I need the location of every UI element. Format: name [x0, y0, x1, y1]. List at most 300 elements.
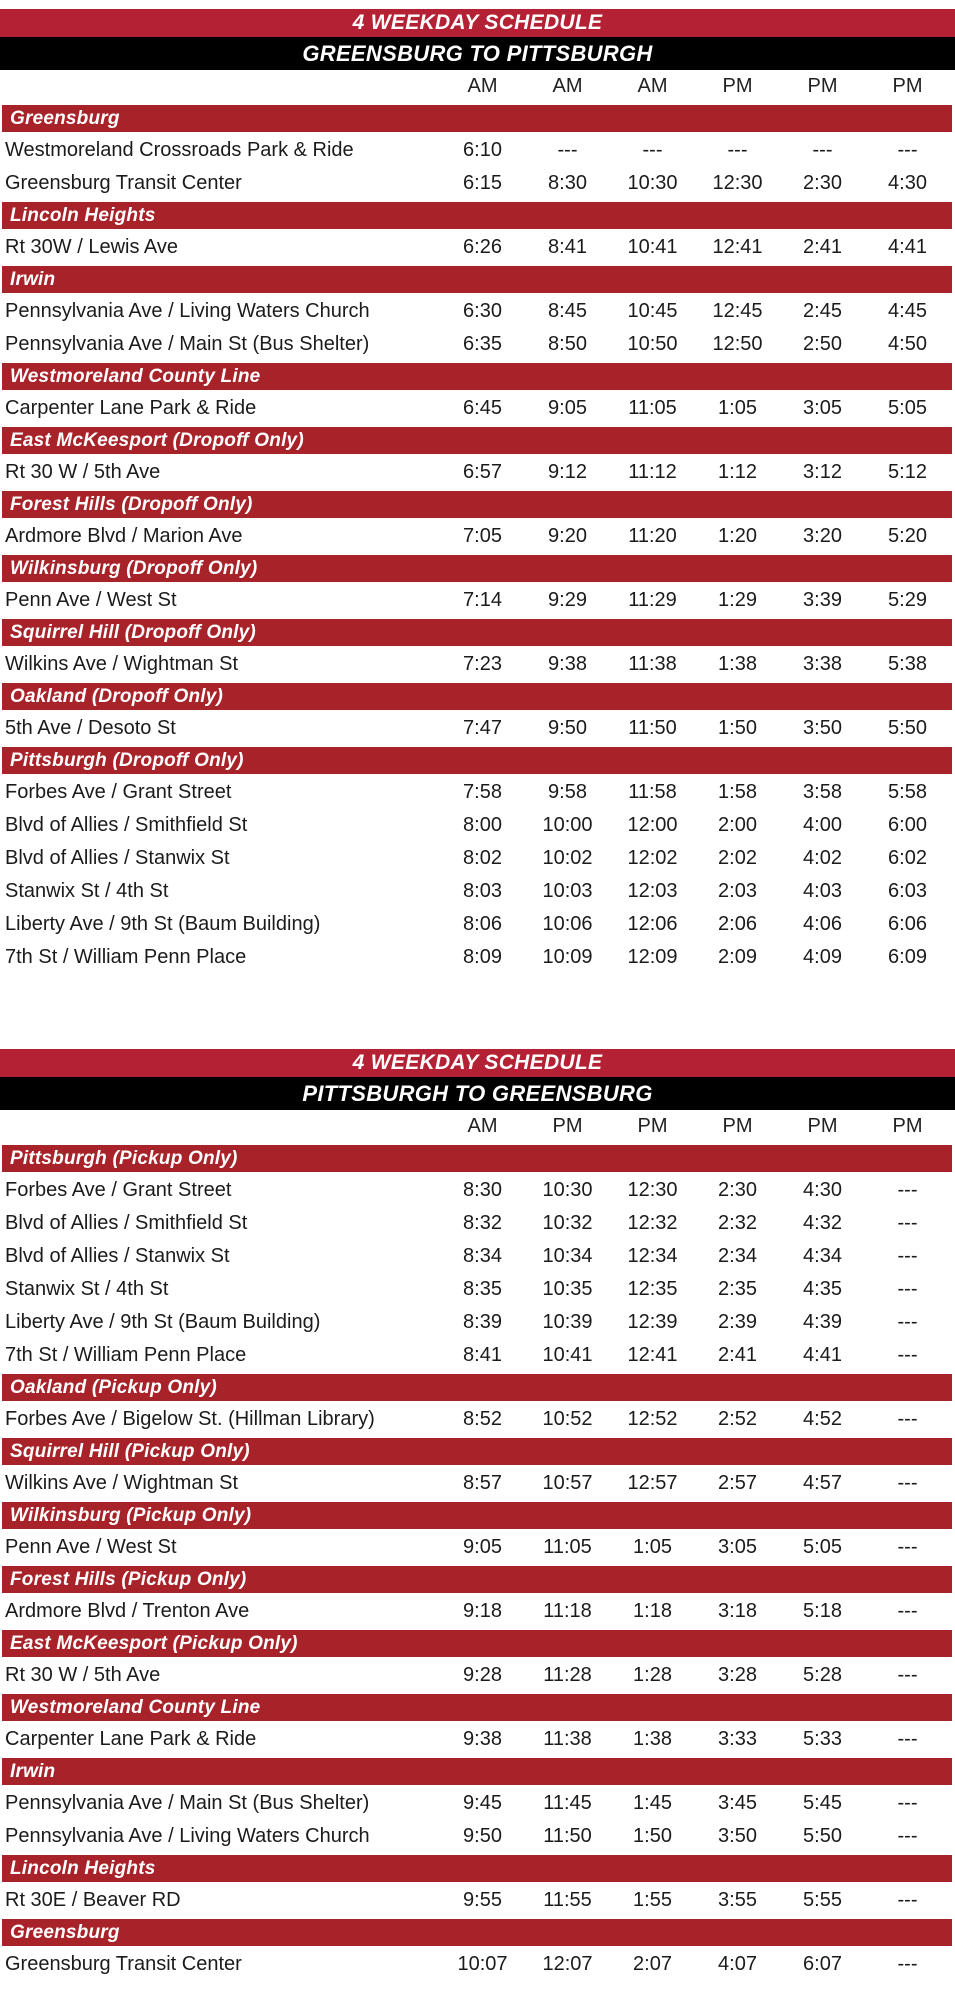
direction-banner [0, 37, 955, 70]
time-cell: 10:41 [542, 1344, 593, 1366]
stop-name: Greensburg Transit Center [5, 172, 242, 194]
stop-row [0, 584, 955, 617]
time-cell: 12:00 [627, 814, 678, 836]
time-cell: 9:05 [463, 1536, 502, 1558]
direction-label: GREENSBURG TO PITTSBURGH [302, 41, 653, 66]
time-cell: 3:39 [803, 589, 842, 611]
time-cell: 4:06 [803, 913, 842, 935]
time-cell: 10:07 [457, 1953, 508, 1975]
stop-row [0, 328, 955, 361]
section-label: Westmoreland County Line [10, 1697, 261, 1718]
stop-name: Pennsylvania Ave / Main St (Bus Shelter) [5, 333, 370, 355]
schedule-greensburg-to-pittsburgh [0, 9, 955, 974]
time-cell: 3:58 [803, 781, 842, 803]
time-cell: 2:35 [718, 1278, 757, 1300]
period-header: PM [807, 75, 838, 97]
time-cell: 5:20 [888, 525, 927, 547]
time-cell: 6:10 [463, 139, 502, 161]
time-cell: 3:28 [718, 1664, 757, 1686]
time-cell: 6:30 [463, 300, 502, 322]
stop-row [0, 1403, 955, 1436]
time-cell: 11:18 [543, 1600, 592, 1622]
schedule-title-banner [0, 1049, 955, 1077]
time-cell: 7:47 [463, 717, 502, 739]
stop-name: Pennsylvania Ave / Main St (Bus Shelter) [5, 1792, 370, 1814]
period-header: PM [722, 75, 753, 97]
time-cell: 3:50 [718, 1825, 757, 1847]
stop-row [0, 392, 955, 425]
stop-row [0, 1884, 955, 1917]
section-header [2, 1919, 952, 1946]
time-cell: 4:30 [803, 1179, 842, 1201]
time-cell: --- [812, 139, 833, 161]
section-header [2, 1502, 952, 1529]
time-cell: --- [897, 1344, 918, 1366]
stop-name: 7th St / William Penn Place [5, 946, 247, 968]
time-cell: 5:45 [803, 1792, 842, 1814]
time-cell: 4:41 [803, 1344, 842, 1366]
time-cell: 12:57 [627, 1472, 678, 1494]
time-cell: 1:12 [718, 461, 757, 483]
stop-name: Greensburg Transit Center [5, 1953, 242, 1975]
stop-row [0, 1174, 955, 1207]
time-cell: 4:00 [803, 814, 842, 836]
time-cell: 4:30 [888, 172, 927, 194]
stop-name: Pennsylvania Ave / Living Waters Church [5, 300, 370, 322]
time-cell: 2:09 [718, 946, 757, 968]
section-label: Oakland (Pickup Only) [10, 1377, 217, 1398]
time-cell: 2:00 [718, 814, 757, 836]
time-cell: 11:50 [628, 717, 677, 739]
time-cell: 8:09 [463, 946, 502, 968]
schedule-pittsburgh-to-greensburg [0, 1049, 955, 1981]
time-cell: 9:45 [463, 1792, 502, 1814]
time-cell: 12:30 [627, 1179, 678, 1201]
time-cell: 2:30 [718, 1179, 757, 1201]
stop-row [0, 1659, 955, 1692]
time-cell: 9:29 [548, 589, 587, 611]
section-label: East McKeesport (Pickup Only) [10, 1633, 298, 1654]
time-cell: 4:39 [803, 1311, 842, 1333]
time-cell: 2:32 [718, 1212, 757, 1234]
time-cell: 11:20 [628, 525, 677, 547]
stop-row [0, 908, 955, 941]
stop-row [0, 1273, 955, 1306]
time-cell: 5:29 [888, 589, 927, 611]
time-cell: 5:12 [888, 461, 927, 483]
time-cell: 8:02 [463, 847, 502, 869]
stop-row [0, 231, 955, 264]
section-header [2, 1438, 952, 1465]
section-header [2, 1566, 952, 1593]
time-cell: 11:38 [543, 1728, 592, 1750]
time-cell: --- [897, 1212, 918, 1234]
time-cell: 11:55 [543, 1889, 592, 1911]
time-cell: 6:57 [463, 461, 502, 483]
section-header [2, 1758, 952, 1785]
time-cell: 4:57 [803, 1472, 842, 1494]
time-cell: --- [897, 1953, 918, 1975]
time-cell: 5:28 [803, 1664, 842, 1686]
time-cell: --- [897, 1278, 918, 1300]
time-cell: 7:58 [463, 781, 502, 803]
time-cell: 12:41 [627, 1344, 678, 1366]
stop-row [0, 1787, 955, 1820]
stop-row [0, 167, 955, 200]
time-cell: 9:50 [548, 717, 587, 739]
section-header [2, 747, 952, 774]
period-header: AM [467, 1115, 498, 1137]
time-cell: 12:39 [627, 1311, 678, 1333]
time-cell: 1:05 [633, 1536, 672, 1558]
time-cell: 12:03 [627, 880, 678, 902]
time-cell: 4:34 [803, 1245, 842, 1267]
time-cell: 12:45 [712, 300, 763, 322]
period-header: PM [892, 75, 923, 97]
period-header: PM [807, 1115, 838, 1137]
time-cell: 3:12 [803, 461, 842, 483]
stop-name: Penn Ave / West St [5, 1536, 177, 1558]
time-cell: 10:52 [542, 1408, 593, 1430]
schedule-title: 4 WEEKDAY SCHEDULE [352, 11, 603, 34]
time-cell: 9:38 [548, 653, 587, 675]
section-label: Wilkinsburg (Pickup Only) [10, 1505, 252, 1526]
time-cell: 10:57 [542, 1472, 593, 1494]
section-header [2, 1694, 952, 1721]
stop-row [0, 1339, 955, 1372]
time-cell: 4:02 [803, 847, 842, 869]
time-cell: 1:29 [718, 589, 757, 611]
time-cell: 9:50 [463, 1825, 502, 1847]
stop-name: Blvd of Allies / Smithfield St [5, 814, 248, 836]
time-cell: 6:15 [463, 172, 502, 194]
time-cell: 2:06 [718, 913, 757, 935]
time-cell: 2:30 [803, 172, 842, 194]
time-cell: 2:02 [718, 847, 757, 869]
time-cell: --- [897, 1536, 918, 1558]
time-cell: --- [897, 1245, 918, 1267]
stop-row [0, 809, 955, 842]
time-cell: 8:45 [548, 300, 587, 322]
time-cell: 2:57 [718, 1472, 757, 1494]
stop-name: Forbes Ave / Bigelow St. (Hillman Library) [5, 1408, 375, 1430]
time-cell: 2:07 [633, 1953, 672, 1975]
time-cell: 1:45 [633, 1792, 672, 1814]
time-cell: 5:50 [888, 717, 927, 739]
period-header: AM [552, 75, 583, 97]
time-cell: 10:03 [542, 880, 593, 902]
time-cell: 11:29 [628, 589, 677, 611]
section-header [2, 427, 952, 454]
time-cell: 12:41 [712, 236, 763, 258]
time-cell: 2:34 [718, 1245, 757, 1267]
time-cell: 10:09 [542, 946, 593, 968]
time-cell: 3:33 [718, 1728, 757, 1750]
time-cell: 8:39 [463, 1311, 502, 1333]
period-header-row [0, 70, 955, 103]
time-cell: 5:05 [803, 1536, 842, 1558]
time-cell: --- [897, 1825, 918, 1847]
stop-row [0, 941, 955, 974]
section-label: Pittsburgh (Pickup Only) [10, 1148, 238, 1169]
time-cell: 1:38 [718, 653, 757, 675]
time-cell: 8:50 [548, 333, 587, 355]
stop-row [0, 456, 955, 489]
time-cell: 10:30 [627, 172, 678, 194]
period-header: PM [892, 1115, 923, 1137]
time-cell: --- [897, 1792, 918, 1814]
stop-name: Rt 30 W / 5th Ave [5, 1664, 161, 1686]
time-cell: 3:20 [803, 525, 842, 547]
time-cell: 5:33 [803, 1728, 842, 1750]
time-cell: 7:05 [463, 525, 502, 547]
stop-name: Stanwix St / 4th St [5, 880, 169, 902]
time-cell: 2:52 [718, 1408, 757, 1430]
stop-name: Liberty Ave / 9th St (Baum Building) [5, 1311, 321, 1333]
section-label: Forest Hills (Dropoff Only) [10, 494, 253, 515]
bus-schedule-page [0, 9, 955, 1981]
stop-name: Stanwix St / 4th St [5, 1278, 169, 1300]
time-cell: 4:50 [888, 333, 927, 355]
time-cell: 6:06 [888, 913, 927, 935]
section-label: Squirrel Hill (Pickup Only) [10, 1441, 250, 1462]
stop-row [0, 1948, 955, 1981]
time-cell: 8:52 [463, 1408, 502, 1430]
time-cell: 1:18 [633, 1600, 672, 1622]
time-cell: 2:41 [803, 236, 842, 258]
time-cell: --- [897, 1408, 918, 1430]
time-cell: 1:50 [633, 1825, 672, 1847]
direction-banner [0, 1077, 955, 1110]
time-cell: 10:32 [542, 1212, 593, 1234]
time-cell: 7:23 [463, 653, 502, 675]
stop-name: Blvd of Allies / Smithfield St [5, 1212, 248, 1234]
time-cell: 10:00 [542, 814, 593, 836]
time-cell: 12:30 [712, 172, 763, 194]
time-cell: 11:58 [628, 781, 677, 803]
time-cell: 1:05 [718, 397, 757, 419]
time-cell: 1:55 [633, 1889, 672, 1911]
time-cell: 3:45 [718, 1792, 757, 1814]
stop-name: Liberty Ave / 9th St (Baum Building) [5, 913, 321, 935]
stop-row [0, 134, 955, 167]
time-cell: 5:18 [803, 1600, 842, 1622]
time-cell: 12:35 [627, 1278, 678, 1300]
time-cell: 11:05 [543, 1536, 592, 1558]
period-header: PM [637, 1115, 668, 1137]
time-cell: 11:45 [543, 1792, 592, 1814]
time-cell: 9:55 [463, 1889, 502, 1911]
time-cell: 1:20 [718, 525, 757, 547]
section-header [2, 491, 952, 518]
section-label: Greensburg [10, 1922, 120, 1943]
section-header [2, 1630, 952, 1657]
stop-name: Pennsylvania Ave / Living Waters Church [5, 1825, 370, 1847]
time-cell: 5:05 [888, 397, 927, 419]
time-cell: 2:50 [803, 333, 842, 355]
section-label: Pittsburgh (Dropoff Only) [10, 750, 244, 771]
time-cell: --- [897, 1311, 918, 1333]
stop-row [0, 1467, 955, 1500]
time-cell: 4:03 [803, 880, 842, 902]
time-cell: 12:32 [627, 1212, 678, 1234]
time-cell: 6:35 [463, 333, 502, 355]
stop-row [0, 712, 955, 745]
time-cell: 12:50 [712, 333, 763, 355]
stop-row [0, 295, 955, 328]
time-cell: 4:41 [888, 236, 927, 258]
time-cell: --- [897, 1600, 918, 1622]
time-cell: 1:50 [718, 717, 757, 739]
stop-name: Blvd of Allies / Stanwix St [5, 1245, 230, 1267]
time-cell: 3:05 [718, 1536, 757, 1558]
time-cell: 8:35 [463, 1278, 502, 1300]
stop-name: Wilkins Ave / Wightman St [5, 653, 239, 675]
time-cell: 9:20 [548, 525, 587, 547]
time-cell: 10:06 [542, 913, 593, 935]
time-cell: --- [897, 1728, 918, 1750]
time-cell: 9:28 [463, 1664, 502, 1686]
stop-row [0, 1240, 955, 1273]
stop-row [0, 1820, 955, 1853]
time-cell: 9:12 [548, 461, 587, 483]
stop-name: Rt 30W / Lewis Ave [5, 236, 179, 258]
stop-name: Ardmore Blvd / Trenton Ave [5, 1600, 250, 1622]
section-label: Lincoln Heights [10, 1858, 156, 1879]
time-cell: 10:41 [627, 236, 678, 258]
time-cell: 4:07 [718, 1953, 757, 1975]
time-cell: 4:45 [888, 300, 927, 322]
time-cell: 12:09 [627, 946, 678, 968]
time-cell: 11:12 [628, 461, 677, 483]
stop-name: Penn Ave / West St [5, 589, 177, 611]
time-cell: 3:05 [803, 397, 842, 419]
stop-row [0, 1723, 955, 1756]
section-label: East McKeesport (Dropoff Only) [10, 430, 304, 451]
period-header: PM [722, 1115, 753, 1137]
time-cell: 8:32 [463, 1212, 502, 1234]
time-cell: 5:38 [888, 653, 927, 675]
time-cell: 2:03 [718, 880, 757, 902]
time-cell: 10:30 [542, 1179, 593, 1201]
schedule-rows [0, 105, 955, 974]
time-cell: 8:06 [463, 913, 502, 935]
stop-name: Carpenter Lane Park & Ride [5, 1728, 257, 1750]
stop-name: Carpenter Lane Park & Ride [5, 397, 257, 419]
time-cell: 8:41 [548, 236, 587, 258]
direction-label: PITTSBURGH TO GREENSBURG [302, 1081, 653, 1106]
schedule-rows [0, 1145, 955, 1981]
stop-row [0, 1595, 955, 1628]
time-cell: 12:02 [627, 847, 678, 869]
stop-row [0, 1531, 955, 1564]
stop-row [0, 842, 955, 875]
time-cell: 9:38 [463, 1728, 502, 1750]
time-cell: 11:50 [543, 1825, 592, 1847]
time-cell: 12:34 [627, 1245, 678, 1267]
section-header [2, 363, 952, 390]
time-cell: 12:06 [627, 913, 678, 935]
period-header: PM [552, 1115, 583, 1137]
section-header [2, 1145, 952, 1172]
time-cell: --- [897, 1179, 918, 1201]
time-cell: 3:50 [803, 717, 842, 739]
time-cell: 10:34 [542, 1245, 593, 1267]
time-cell: 8:34 [463, 1245, 502, 1267]
time-cell: 9:05 [548, 397, 587, 419]
section-header [2, 105, 952, 132]
time-cell: 1:58 [718, 781, 757, 803]
time-cell: 12:07 [542, 1953, 593, 1975]
time-cell: 6:00 [888, 814, 927, 836]
time-cell: 6:45 [463, 397, 502, 419]
time-cell: 10:39 [542, 1311, 593, 1333]
time-cell: 8:30 [548, 172, 587, 194]
stop-name: Westmoreland Crossroads Park & Ride [5, 139, 354, 161]
stop-row [0, 520, 955, 553]
stop-name: Forbes Ave / Grant Street [5, 781, 232, 803]
time-cell: 8:30 [463, 1179, 502, 1201]
time-cell: 9:58 [548, 781, 587, 803]
section-header [2, 1374, 952, 1401]
time-cell: 2:39 [718, 1311, 757, 1333]
time-cell: 7:14 [463, 589, 502, 611]
time-cell: 10:35 [542, 1278, 593, 1300]
stop-name: Blvd of Allies / Stanwix St [5, 847, 230, 869]
time-cell: 6:26 [463, 236, 502, 258]
section-label: Greensburg [10, 108, 120, 129]
period-header-row [0, 1110, 955, 1143]
time-cell: 8:03 [463, 880, 502, 902]
time-cell: 10:02 [542, 847, 593, 869]
stop-name: Rt 30 W / 5th Ave [5, 461, 161, 483]
stop-row [0, 776, 955, 809]
time-cell: --- [897, 1472, 918, 1494]
time-cell: 6:03 [888, 880, 927, 902]
time-cell: 6:07 [803, 1953, 842, 1975]
section-label: Westmoreland County Line [10, 366, 261, 387]
time-cell: 3:55 [718, 1889, 757, 1911]
time-cell: 1:38 [633, 1728, 672, 1750]
time-cell: 11:38 [628, 653, 677, 675]
time-cell: 5:58 [888, 781, 927, 803]
time-cell: 6:09 [888, 946, 927, 968]
stop-row [0, 875, 955, 908]
time-cell: 8:00 [463, 814, 502, 836]
time-cell: 12:52 [627, 1408, 678, 1430]
time-cell: 10:45 [627, 300, 678, 322]
time-cell: 4:32 [803, 1212, 842, 1234]
time-cell: 11:05 [628, 397, 677, 419]
stop-row [0, 1306, 955, 1339]
time-cell: 4:52 [803, 1408, 842, 1430]
section-label: Forest Hills (Pickup Only) [10, 1569, 247, 1590]
time-cell: 10:50 [627, 333, 678, 355]
stop-row [0, 1207, 955, 1240]
section-header [2, 202, 952, 229]
stop-name: Wilkins Ave / Wightman St [5, 1472, 239, 1494]
section-label: Irwin [10, 1761, 56, 1782]
period-header: AM [637, 75, 668, 97]
time-cell: 8:57 [463, 1472, 502, 1494]
time-cell: 9:18 [463, 1600, 502, 1622]
section-label: Wilkinsburg (Dropoff Only) [10, 558, 258, 579]
time-cell: 4:35 [803, 1278, 842, 1300]
section-header [2, 1855, 952, 1882]
time-cell: 3:38 [803, 653, 842, 675]
time-cell: 5:50 [803, 1825, 842, 1847]
time-cell: --- [727, 139, 748, 161]
